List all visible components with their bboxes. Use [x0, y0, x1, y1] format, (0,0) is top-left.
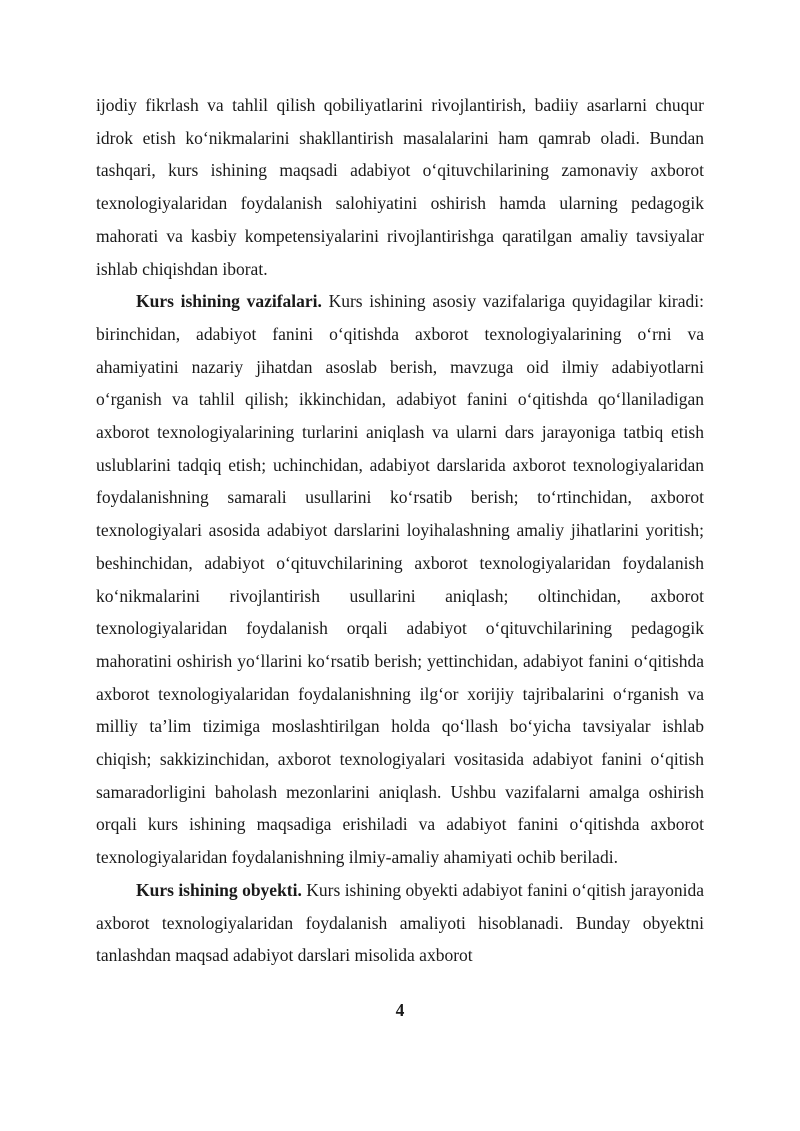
section-heading-tasks: Kurs ishining vazifalari. [136, 291, 322, 312]
page-number: 4 [395, 1000, 405, 1020]
paragraph-tasks [96, 285, 704, 874]
section-heading-object: Kurs ishining obyekti. [136, 879, 302, 900]
document-page [96, 89, 704, 972]
paragraph-text: Kurs ishining obyekti adabiyot fanini o‘qitish jarayonida axborot texnologiyalaridan foydalanish amaliyoti hisoblanadi. Bunday obyektni tanlashdan maqsad adabiyot darslari misolida axborot [96, 879, 704, 966]
paragraph-text: ijodiy fikrlash va tahlil qilish qobiliyatlarini rivojlantirish, badiiy asarlarni chuqur idrok etish ko‘nikmalarini shakllantirish masalalarini ham qamrab oladi. Bundan tashqari, kurs ishining maqsadi adabiyot o‘qituvchilarining zamonaviy axborot texnologiyalaridan foydalanish salohiyatini oshirish hamda ularning pedagogik mahorati va kasbiy kompetensiyalarini rivojlantirishga qaratilgan amaliy tavsiyalar ishlab chiqishdan iborat. [96, 95, 704, 279]
paragraph-text: Kurs ishining asosiy vazifalariga quyidagilar kiradi: birinchidan, adabiyot fanini o‘qitishda axborot texnologiyalarining o‘rni va ahamiyatini nazariy jihatdan asoslab berish, mavzuga oid ilmiy adabiyotlarni o‘rganish va tahlil qilish; ikkinchidan, adabiyot fanini o‘qitishda qo‘llaniladigan axborot texnologiyalarining turlarini aniqlash va ularni dars jarayoniga tatbiq etish uslublarini tadqiq etish; uchinchidan, adabiyot darslarida axborot texnologiyalaridan foydalanishning samarali usullarini ko‘rsatib berish; to‘rtinchidan, axborot texnologiyalari asosida adabiyot darslarini loyihalashning amaliy jihatlarini yoritish; beshinchidan, adabiyot o‘qituvchilarining axborot texnologiyalaridan foydalanish ko‘nikmalarini rivojlantirish usullarini aniqlash; oltinchidan, axborot texnologiyalaridan foydalanish orqali adabiyot o‘qituvchilarining pedagogik mahoratini oshirish yo‘llarini ko‘rsatib berish; yettinchidan, adabiyot fanini o‘qitishda axborot texnologiyalaridan foydalanishning ilg‘or xorijiy tajribalarini o‘rganish va milliy ta’lim tizimiga moslashtirilgan holda qo‘llash bo‘yicha tavsiyalar ishlab chiqish; sakkizinchidan, axborot texnologiyalari vositasida adabiyot fanini o‘qitish samaradorligini baholash mezonlarini aniqlash. Ushbu vazifalarni amalga oshirish orqali kurs ishining maqsadiga erishiladi va adabiyot fanini o‘qitishda axborot texnologiyalaridan foydalanishning ilmiy-amaliy ahamiyati ochib beriladi. [96, 291, 705, 868]
paragraph-object [96, 874, 704, 972]
paragraph-intro-continuation [96, 89, 704, 285]
